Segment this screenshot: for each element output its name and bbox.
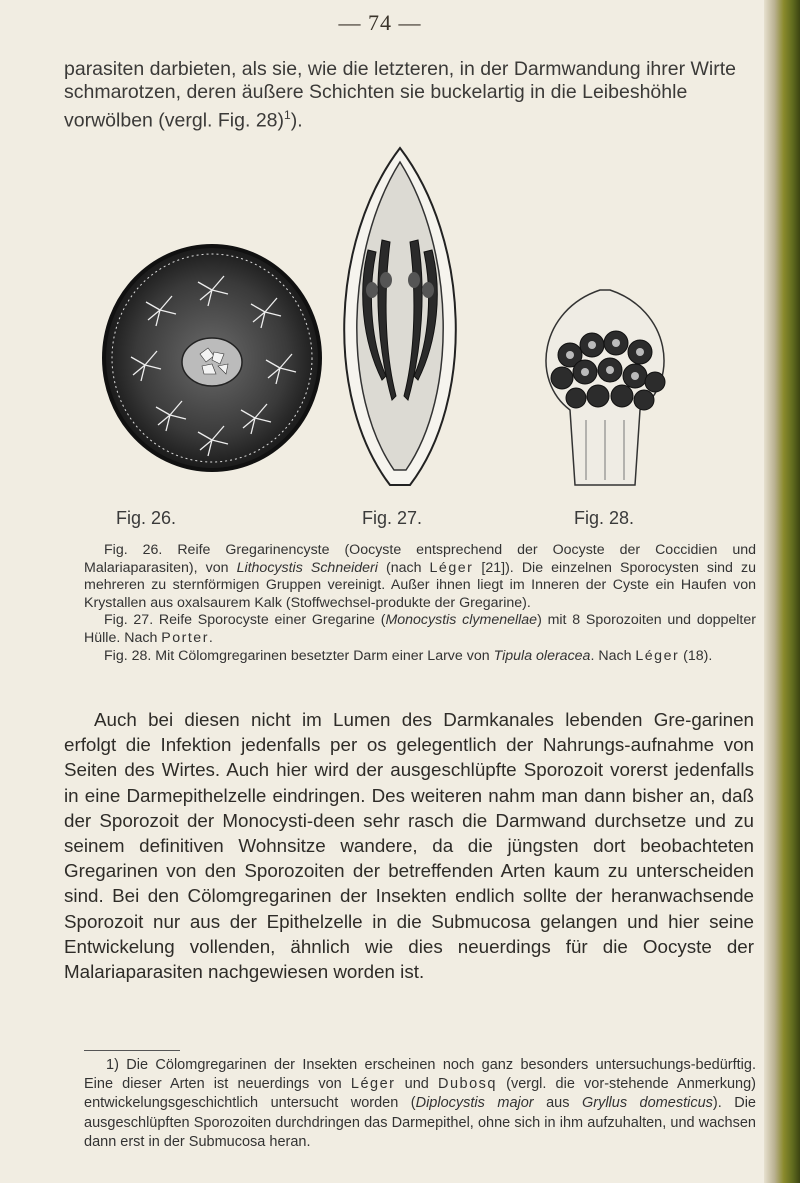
- caption-fig26-text1: Gregarinencyste (Oocyste entsprechend der Oocyste der Coccidien und Malariaparasiten), von: [84, 542, 757, 576]
- footnote-host: Gryllus domesticus: [581, 1095, 713, 1112]
- footnote-text2: und: [395, 1076, 438, 1093]
- footnote-marker: 1: [284, 108, 291, 122]
- book-spine-edge: [764, 0, 800, 1183]
- caption-fig26: [84, 542, 756, 612]
- caption-fig26-prefix: Fig. 26.: [104, 542, 178, 558]
- intro-text: parasiten darbieten, als sie, wie die letzteren, in der Darmwandung ihrer Wirte schmarotzen, deren äußere Schichten sie buckelartig in die Leibeshöhle vorwölben (vergl. Fig. 28): [64, 58, 736, 132]
- caption-fig27-text3: .: [208, 629, 213, 646]
- footnote-text3: (vergl. die vor-stehende Anmerkung) entwickelungsgeschichtlich untersucht worden (: [84, 1076, 757, 1112]
- footnote-text5: ). Die ausgeschlüpften Sporozoiten durchdringen das Darmepithel, ohne sich in ihm aufzuhalten, und wachsen dann erst in der Submucosa heran.: [84, 1095, 756, 1150]
- body-paragraph: Auch bei diesen nicht im Lumen des Darmkanales lebenden Gre-garinen erfolgt die Infektion jedenfalls per os gelegentlich der Nahrungs-aufnahme von Seiten des Wirtes. Auch hier wird der ausgeschlüpfte Sporozoit vorerst jedenfalls in eine Darmepithelzelle eindringen. Des weiteren nahm man dann bisher an, daß der Sporozoit der Monocysti-deen sehr rasch die Darmwand durchsetze und zu seinem definitiven Wohnsitze wandere, da die jüngsten dort beobachteten Gregarinen von den Sporozoiten der betreffenden Arten kaum zu unterscheiden sind. Bei den Cölomgregarinen der Insekten endlich sollte der heranwachsende Sporozoit nur aus der Epithelzelle in die Submucosa gelangen und hier seine Entwickelung vollenden, ähnlich wie dies neuerdings für die Oocyste der Malariaparasiten nachgewiesen worden ist.: [64, 709, 754, 983]
- caption-fig28-text2: . Nach: [590, 647, 636, 664]
- caption-fig27-title: Reife: [158, 612, 193, 629]
- caption-fig26-text2: (nach: [377, 559, 430, 576]
- caption-fig26-title: Reife: [177, 542, 211, 558]
- caption-fig26-text3: [21]). Die einzelnen Sporocysten sind zu mehreren zu sternförmigen Gruppen vereinigt. Außer ihnen liegt im Inneren der Cyste ein Haufen von Krystallen aus oxalsaurem Kalk (Stoffwechsel-produkte der Gregarine).: [84, 559, 756, 611]
- caption-fig27-prefix: Fig. 27.: [104, 612, 159, 629]
- caption-fig27: [84, 612, 756, 647]
- caption-fig28-species: Tipula oleracea: [493, 647, 591, 664]
- footnote-author1: Léger: [350, 1076, 396, 1093]
- page-number: — 74 —: [338, 10, 422, 35]
- caption-fig28: [84, 648, 756, 666]
- caption-fig27-text1: Sporocyste einer Gregarine (: [192, 612, 386, 629]
- footnote-text1: Die Cölomgregarinen der Insekten erscheinen noch ganz besonders untersuchungs-bedürftig. Eine dieser Arten ist neuerdings von: [84, 1057, 756, 1093]
- caption-fig28-prefix: Fig. 28.: [104, 647, 156, 664]
- caption-fig28-text3: (18).: [679, 647, 713, 664]
- fig27-label: Fig. 27.: [362, 508, 423, 528]
- footnote-author2: Dubosq: [437, 1076, 497, 1093]
- footnote-number: 1): [106, 1057, 119, 1073]
- fig26-label: Fig. 26.: [116, 508, 177, 528]
- intro-paragraph: [64, 58, 754, 133]
- caption-fig26-author: Léger: [429, 559, 474, 576]
- footnote-divider: [84, 1050, 180, 1051]
- caption-fig27-species: Monocystis clymenellae: [385, 612, 538, 629]
- figure-plate: [100, 140, 700, 528]
- fig28-label: Fig. 28.: [574, 508, 635, 528]
- fig26-drawing: [104, 246, 320, 470]
- intro-end: ).: [290, 109, 303, 132]
- caption-fig27-author: Porter: [161, 629, 209, 646]
- caption-fig28-text1: Mit Cölomgregarinen besetzter Darm einer Larve von: [155, 647, 494, 664]
- footnote-species: Diplocystis major: [415, 1095, 534, 1112]
- footnote: [84, 1056, 756, 1152]
- fig28-drawing: [546, 290, 665, 485]
- caption-fig26-species: Lithocystis Schneideri: [236, 559, 378, 576]
- fig27-drawing: [344, 148, 456, 485]
- figure-captions: [84, 542, 756, 665]
- footnote-text4: aus: [533, 1095, 582, 1112]
- caption-fig28-author: Léger: [635, 647, 680, 664]
- caption-fig27-text2: ) mit 8 Sporozoiten und doppelter Hülle. Nach: [84, 612, 756, 646]
- figure-drawings: [100, 140, 700, 510]
